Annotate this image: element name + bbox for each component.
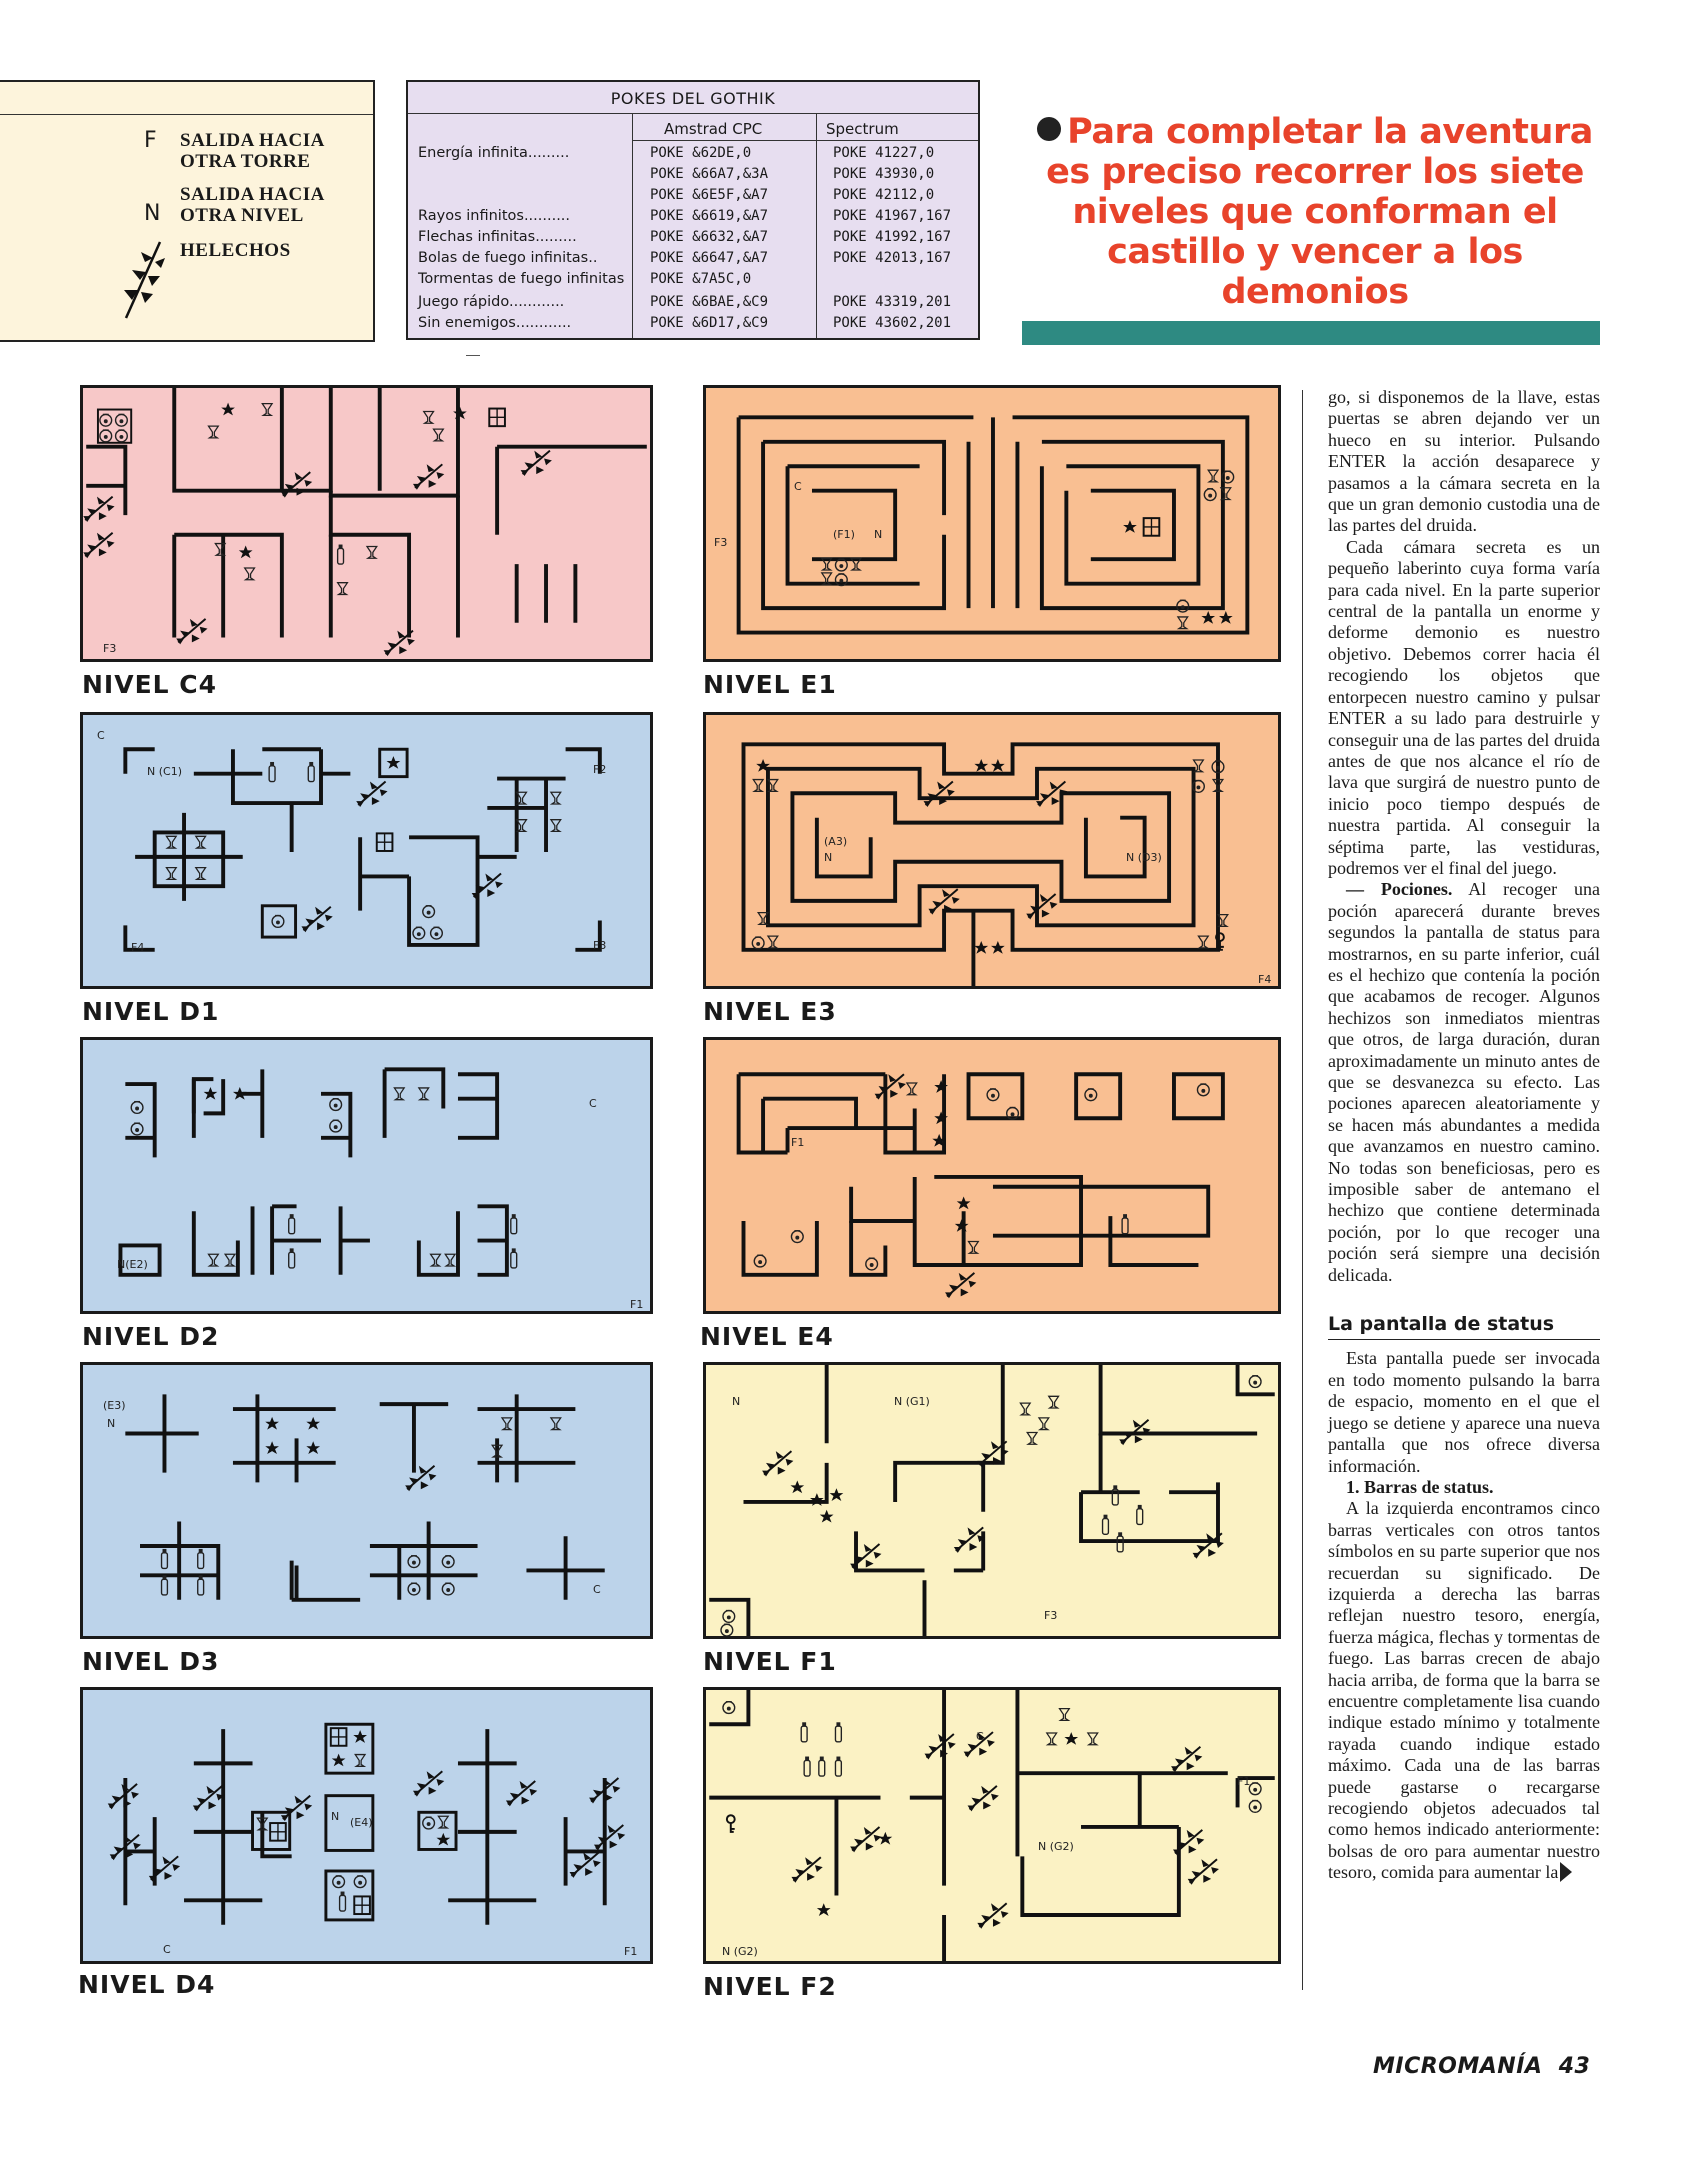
paragraph-body: A la izquierda encontramos cinco barras verticales con otros tantos símbolos en su parte superior que nos recuerdan su significado. De izquierda a derecha las barras reflejan nuestro tesoro, energía, fuerza mágica, flechas y tormentas de fuego. Las barras crecen de abajo hacia arriba, de forma que la barra se encuentre completamente lisa cuando indique estado mínimo y totalmente rayada cuando indique estado máximo. Cada una de las barras puede gastarse o recargarse recogiendo objetos adecuados tal como hemos indicado anteriormente: bolsas de oro para aumentar nuestro tesoro, comida para aumentar la: [1328, 1498, 1600, 1883]
magazine-name: MICROMANÍA: [1373, 2054, 1543, 2079]
map-label-c: C: [794, 480, 802, 493]
map-nivel-c4: [80, 385, 653, 662]
map-label-n: N: [331, 1810, 340, 1823]
exit-level-label-1: SALIDA HACIA: [180, 184, 325, 205]
map-label-ne2: N(E2): [117, 1258, 148, 1271]
article-column: [1328, 387, 1600, 1884]
map-label-f1: F1: [624, 1945, 638, 1958]
headline-line-2: es preciso recorrer los siete: [1046, 152, 1584, 192]
pokes-table: [406, 80, 980, 340]
bullet-icon: [1037, 117, 1061, 141]
map-items: [83, 1040, 650, 1311]
headline-line-4: castillo y vencer a los: [1107, 232, 1523, 272]
map-items: [83, 1365, 650, 1636]
map-label-n: N: [107, 1417, 116, 1430]
map-label-nc1: N (C1): [147, 765, 182, 778]
map-nivel-d1: [80, 712, 653, 989]
map-nivel-f1: [703, 1362, 1281, 1639]
map-items: [706, 715, 1278, 986]
pokes-row: POKE &6E5F,&A7 POKE 42112,0: [650, 187, 935, 203]
pokes-row: Rayos infinitos.......... POKE &6619,&A7 POKE 41967,167: [418, 208, 952, 224]
pokes-col-amstrad: Amstrad CPC: [664, 120, 763, 138]
map-items: [83, 388, 650, 659]
article-paragraph: Cada cámara secreta es un pequeño laberinto cuya forma varía para cada nivel. En la parte superior central de la pantalla un enorme y deforme demonio es nuestro objetivo. Debemos correr hacia él recogiendo los objetos que entorpecen nuestro camino y pulsar ENTER a su lado para destruirle y conseguir una de las partes del druida antes de que nos alcance el río de lava que surgirá de nuestro punto de inicio poco tiempo después de nuestra partida. Al conseguir la séptima parte, las vestiduras, podremos ver el final del juego.: [1328, 536, 1600, 878]
map-nivel-d2: [80, 1037, 653, 1314]
headline: [1020, 112, 1610, 312]
map-title-f1: NIVEL F1: [703, 1647, 837, 1676]
map-label-f4: F4: [131, 941, 145, 954]
map-title-e1: NIVEL E1: [703, 670, 837, 699]
map-nivel-e4: [703, 1037, 1281, 1314]
pokes-row: POKE &66A7,&3A POKE 43930,0: [650, 166, 935, 182]
headline-line-5: demonios: [1221, 272, 1409, 312]
fern-icon: [108, 240, 178, 320]
map-items: [706, 388, 1278, 659]
map-label-nd3: N (D3): [1126, 851, 1162, 864]
article-paragraph: [1328, 1498, 1600, 1883]
map-label-ng1: N (G1): [894, 1395, 930, 1408]
map-title-f2: NIVEL F2: [703, 1972, 837, 2001]
article-paragraph: [1328, 1477, 1600, 1498]
map-label-ng2: N (G2): [1038, 1840, 1074, 1853]
map-label-a3: (A3): [824, 835, 848, 848]
pokes-row: Sin enemigos............ POKE &6D17,&C9 POKE 43602,201: [418, 315, 952, 331]
column-rule: [1302, 390, 1303, 1990]
headline-line-3: niveles que conforman el: [1072, 192, 1558, 232]
pokes-row: Energía infinita......... POKE &62DE,0 POKE 41227,0: [418, 145, 935, 161]
map-label-f1: F1: [791, 1136, 805, 1149]
pokes-row: Tormentas de fuego infinitas POKE &7A5C,0: [418, 271, 752, 287]
map-title-c4: NIVEL C4: [82, 670, 218, 699]
section-subtitle: La pantalla de status: [1328, 1314, 1600, 1340]
map-title-d4: NIVEL D4: [78, 1970, 216, 1999]
map-title-e4: NIVEL E4: [700, 1322, 834, 1351]
map-label-e4: (E4): [350, 1816, 373, 1829]
article-paragraph: Esta pantalla puede ser invocada en todo momento pulsando la barra de espacio, momento en el que el juego se detiene y aparece una nueva pantalla que nos ofrece diversa información.: [1328, 1348, 1600, 1476]
map-title-d1: NIVEL D1: [82, 997, 220, 1026]
headline-line-1: Para completar la aventura: [1067, 112, 1593, 152]
headline-bar: [1022, 321, 1600, 345]
map-label-f3: F3: [1044, 1609, 1058, 1622]
exit-level-letter: N: [144, 201, 161, 226]
exit-level-label-2: OTRA NIVEL: [180, 205, 304, 226]
map-items: [706, 1365, 1278, 1636]
map-label-f3: F3: [593, 939, 607, 952]
fern-label: HELECHOS: [180, 240, 291, 261]
small-dash: [466, 355, 480, 356]
page-footer: [1373, 2054, 1590, 2079]
exit-tower-letter: F: [144, 128, 157, 153]
map-label-c: C: [589, 1097, 597, 1110]
pokes-col-spectrum: Spectrum: [826, 120, 899, 138]
map-label-n: N: [824, 851, 833, 864]
map-items: [706, 1040, 1278, 1311]
map-label-c: C: [976, 1730, 984, 1743]
map-label-c: C: [163, 1943, 171, 1956]
page-number: 43: [1558, 2054, 1591, 2079]
paragraph-body: Al recoger una poción aparecerá durante breves segundos la pantalla de status para mostrarnos, en su parte inferior, cuál es el hechizo que contenía la poción que acabamos de recoger. Algunos hechizos son inmediatos mientras que otros, de larga duración, duran aproximadamente un minuto antes de que se desvanezca su efecto. Las pociones aparecen aleatoriamente y se hacen más abundantes a medida que avanzamos en nuestro camino. No todas son beneficiosas, pero es imposible saber de antemano el hechizo que contiene determinada poción, por lo que recoger una poción será siempre una decisión delicada.: [1328, 879, 1600, 1285]
map-label-c: C: [97, 729, 105, 742]
paragraph-lead: 1. Barras de status.: [1346, 1476, 1494, 1497]
map-label-f3: F3: [714, 536, 728, 549]
pokes-row: Bolas de fuego infinitas.. POKE &6647,&A7 POKE 42013,167: [418, 250, 952, 266]
pokes-row: Juego rápido............ POKE &6BAE,&C9 POKE 43319,201: [418, 294, 952, 310]
map-nivel-d4: [80, 1687, 653, 1964]
map-label-f4: F4: [1258, 973, 1272, 986]
map-title-d2: NIVEL D2: [82, 1322, 220, 1351]
legend-box: [0, 80, 375, 342]
map-nivel-d3: [80, 1362, 653, 1639]
legend-top-rule: [0, 114, 373, 115]
map-label-c: C: [593, 1583, 601, 1596]
map-label-f3: F3: [103, 642, 117, 655]
map-label-f2: F2: [593, 763, 607, 776]
map-label-n: N: [874, 528, 883, 541]
paragraph-lead: — Pociones.: [1346, 879, 1453, 900]
pokes-row: Flechas infinitas......... POKE &6632,&A7 POKE 41992,167: [418, 229, 952, 245]
map-nivel-f2: [703, 1687, 1281, 1964]
map-label-e3: (E3): [103, 1399, 126, 1412]
continue-arrow-icon: [1560, 1862, 1572, 1882]
exit-tower-label-2: OTRA TORRE: [180, 151, 311, 172]
map-title-e3: NIVEL E3: [703, 997, 837, 1026]
map-nivel-e1: [703, 385, 1281, 662]
article-paragraph: go, si disponemos de la llave, estas puertas se abren dejando ver un hueco en su interior. Pulsando ENTER la acción desaparece y pasamos a la cámara secreta en la que un gran demonio custodia una de las partes del druida.: [1328, 387, 1600, 536]
map-label-f1: F1: [630, 1298, 644, 1311]
map-title-d3: NIVEL D3: [82, 1647, 220, 1676]
map-label-ng2b: N (G2): [722, 1945, 758, 1958]
map-items: [706, 1690, 1278, 1961]
map-nivel-e3: [703, 712, 1281, 989]
pokes-title: POKES DEL GOTHIK: [408, 82, 978, 114]
map-label-n: N: [732, 1395, 741, 1408]
map-items: [83, 715, 650, 986]
map-label-f1: F1: [1237, 1775, 1251, 1788]
exit-tower-label-1: SALIDA HACIA: [180, 130, 325, 151]
pokes-header-rule: [632, 140, 978, 141]
map-label-f1: (F1): [833, 528, 855, 541]
article-paragraph: [1328, 879, 1600, 1286]
